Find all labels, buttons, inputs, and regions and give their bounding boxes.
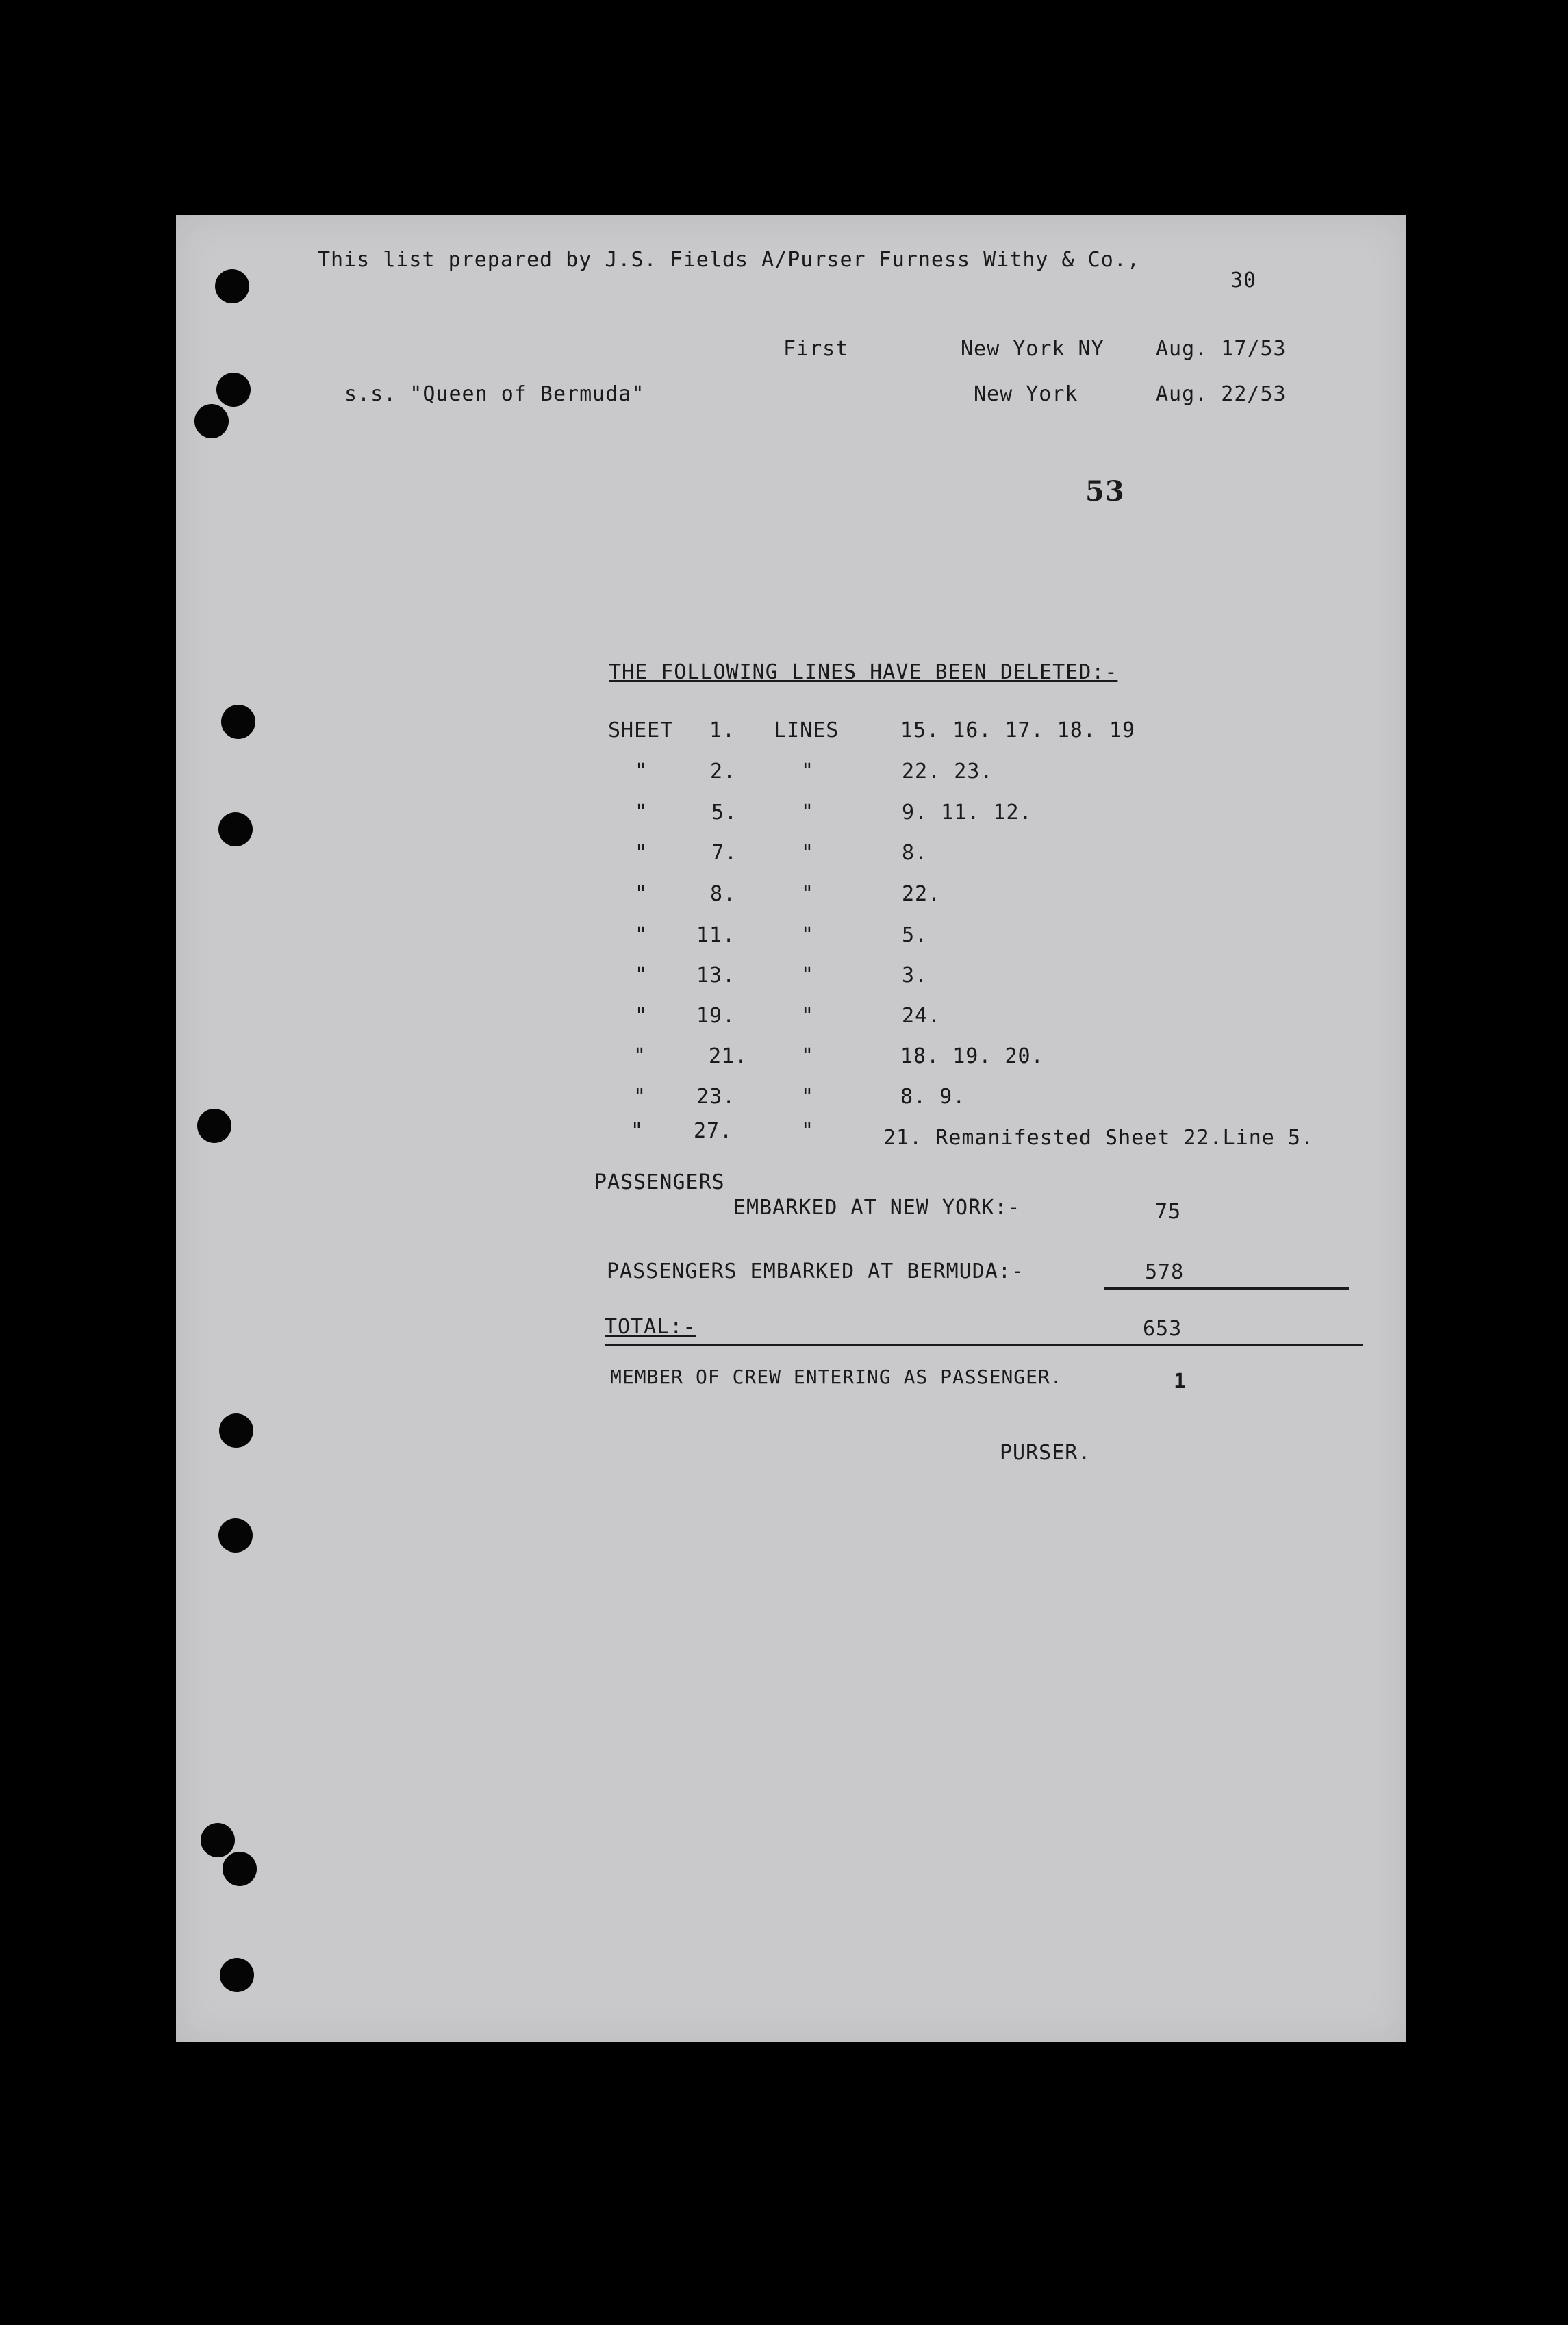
ditto-mark: " (801, 923, 815, 947)
deleted-line-numbers: 22. 23. (902, 759, 994, 783)
page-number: 30 (1230, 268, 1257, 292)
ditto-mark: " (631, 1119, 644, 1143)
sheet-number: 11. (696, 923, 736, 947)
sheet-number: 19. (696, 1004, 736, 1028)
punch-hole (197, 1109, 231, 1143)
ship-name: s.s. "Queen of Bermuda" (344, 382, 645, 406)
punch-hole (194, 404, 229, 438)
ditto-mark: " (801, 759, 815, 783)
sheet-number: 8. (710, 882, 737, 906)
date-aug-22: Aug. 22/53 (1156, 382, 1287, 406)
punch-hole (219, 1413, 253, 1448)
embarked-new-york-label: EMBARKED AT NEW YORK:- (733, 1196, 1021, 1220)
punch-hole (201, 1823, 235, 1857)
subtotal-rule (1104, 1287, 1349, 1290)
ditto-mark: " (801, 1085, 815, 1109)
punch-hole (215, 269, 249, 303)
sheet-number: 27. (694, 1119, 733, 1143)
ditto-mark: " (635, 841, 648, 865)
deleted-line-numbers: 24. (902, 1004, 941, 1028)
purser-signature-line: PURSER. (1000, 1441, 1091, 1465)
punch-hole (218, 812, 253, 846)
port-new-york: New York (974, 382, 1078, 406)
ditto-mark: " (801, 1119, 815, 1143)
ditto-mark: " (801, 841, 815, 865)
deleted-line-numbers: 3. (902, 964, 928, 988)
deleted-line-numbers: 5. (902, 923, 928, 947)
ditto-mark: " (633, 1044, 647, 1068)
embarked-bermuda-value: 578 (1145, 1260, 1185, 1284)
date-aug-17: Aug. 17/53 (1156, 337, 1287, 361)
deleted-line-numbers: 9. 11. 12. (902, 801, 1033, 825)
ditto-mark: " (635, 759, 648, 783)
prepared-by-line: This list prepared by J.S. Fields A/Purser Furness Withy & Co., (318, 248, 1140, 272)
punch-hole (220, 1958, 254, 1992)
ditto-mark: " (635, 923, 648, 947)
passengers-label: PASSENGERS (594, 1170, 725, 1194)
stamped-number: 53 (1085, 475, 1125, 507)
deleted-lines-heading: THE FOLLOWING LINES HAVE BEEN DELETED:- (609, 660, 1118, 684)
crew-member-value: 1 (1174, 1370, 1187, 1394)
ditto-mark: " (801, 1004, 815, 1028)
punch-hole (223, 1852, 257, 1886)
manifest-page (176, 215, 1406, 2042)
ditto-mark: " (801, 882, 815, 906)
total-label: TOTAL:- (605, 1315, 696, 1339)
ditto-mark: " (635, 1004, 648, 1028)
ditto-mark: " (801, 1044, 815, 1068)
ditto-mark: " (633, 1085, 647, 1109)
deleted-line-numbers: 15. 16. 17. 18. 19 (900, 718, 1136, 742)
deleted-line-numbers: 8. 9. (900, 1085, 966, 1109)
sheet-number: 13. (696, 964, 736, 988)
total-rule (605, 1344, 1363, 1346)
ditto-mark: " (635, 801, 648, 825)
sheet-number: 21. (709, 1044, 748, 1068)
port-new-york-ny: New York NY (961, 337, 1104, 361)
embarked-new-york-value: 75 (1155, 1200, 1182, 1224)
sheet-number: 1. (709, 718, 736, 742)
ditto-mark: " (801, 801, 815, 825)
deleted-line-numbers: 8. (902, 841, 928, 865)
sheet-number: 2. (710, 759, 737, 783)
embarked-bermuda-label: PASSENGERS EMBARKED AT BERMUDA:- (607, 1259, 1024, 1283)
sheet-number: 23. (696, 1085, 736, 1109)
class-label: First (783, 337, 849, 361)
sheet-number: 7. (711, 841, 738, 865)
punch-hole (218, 1518, 253, 1553)
punch-hole (216, 373, 251, 407)
punch-hole (221, 705, 255, 739)
ditto-mark: " (635, 964, 648, 988)
lines-label: LINES (774, 718, 839, 742)
crew-member-label: MEMBER OF CREW ENTERING AS PASSENGER. (610, 1366, 1063, 1388)
sheet-label: SHEET (608, 718, 674, 742)
ditto-mark: " (635, 882, 648, 906)
deleted-line-numbers: 21. Remanifested Sheet 22.Line 5. (883, 1126, 1315, 1150)
deleted-line-numbers: 22. (902, 882, 941, 906)
ditto-mark: " (801, 964, 815, 988)
deleted-line-numbers: 18. 19. 20. (900, 1044, 1044, 1068)
sheet-number: 5. (711, 801, 738, 825)
total-value: 653 (1143, 1317, 1183, 1341)
